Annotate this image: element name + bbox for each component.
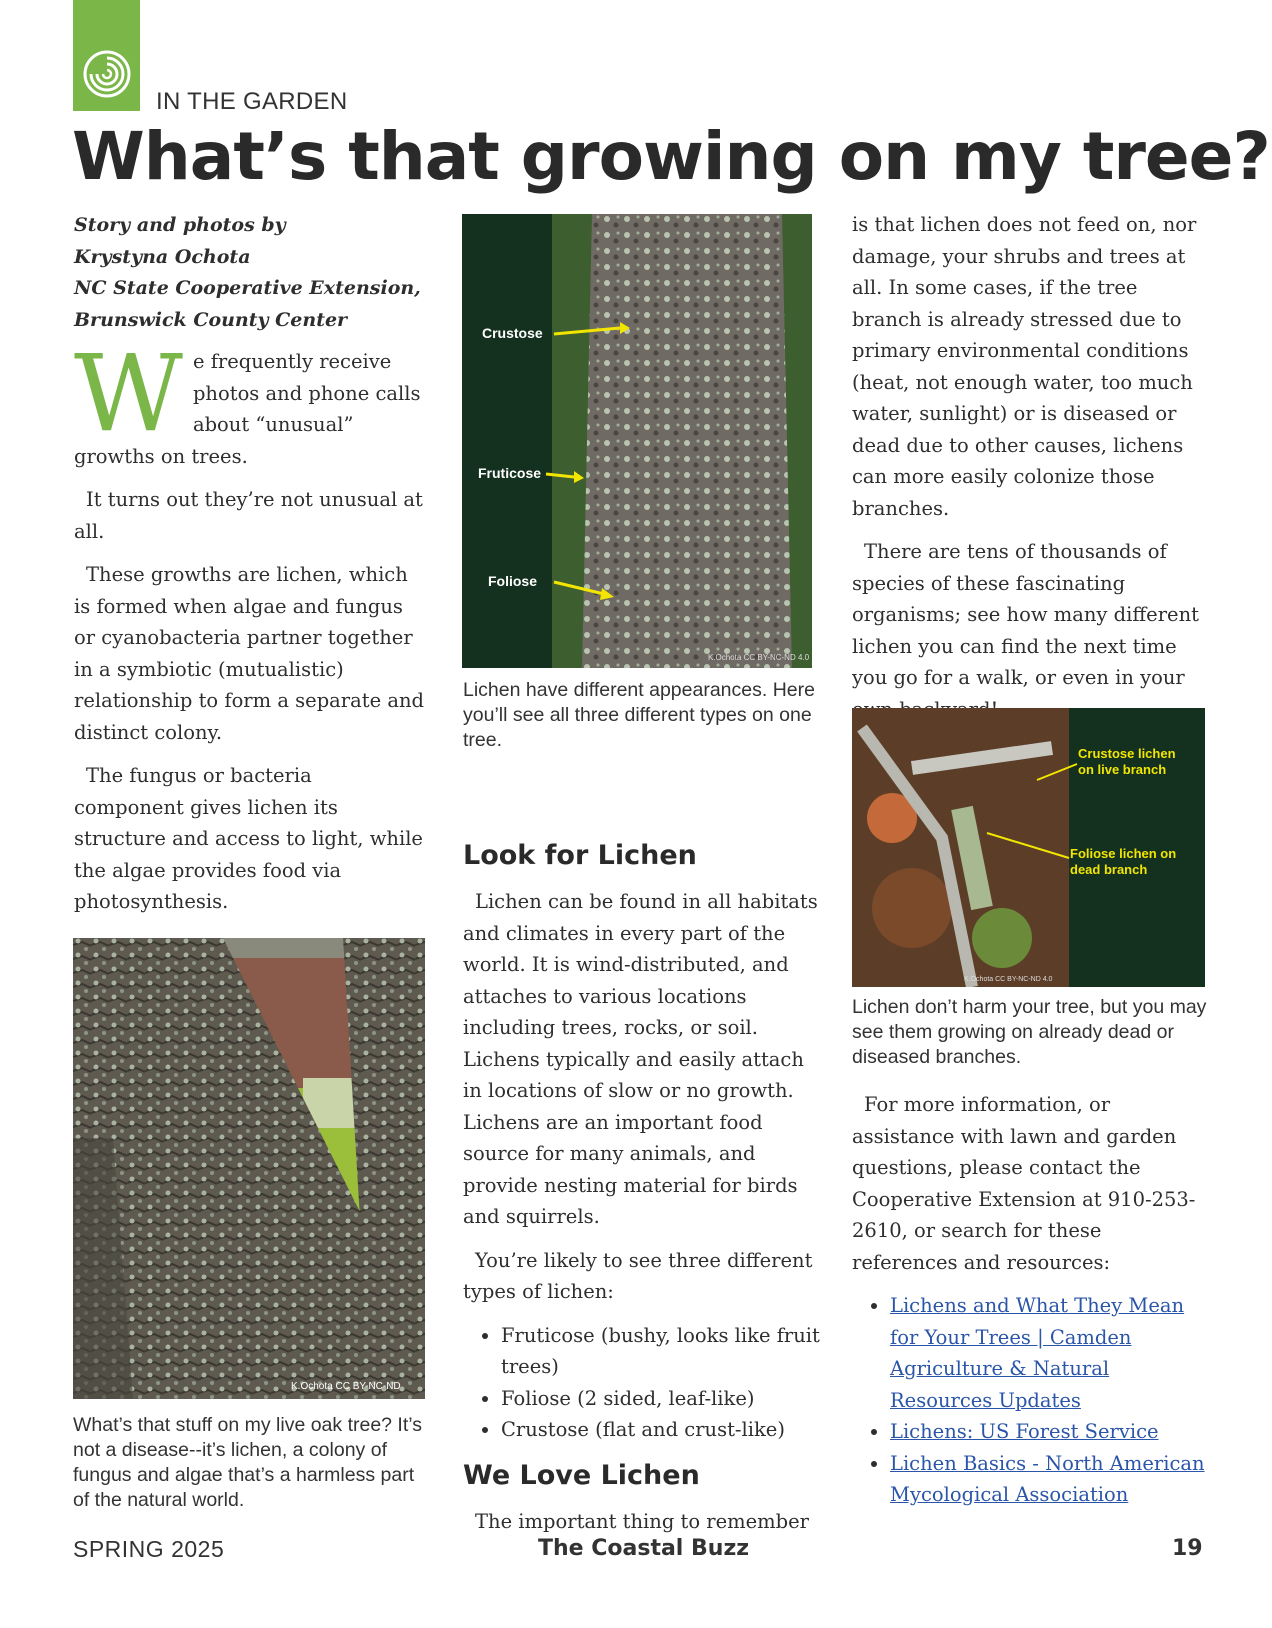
paragraph: You’re likely to see three different types of lichen: (463, 1248, 813, 1303)
intro-text: e frequently receive photos and phone calls about “unusual” growths on trees. (74, 350, 421, 468)
spiral-logo-icon (81, 48, 133, 100)
branch-lichen-photo (852, 708, 1205, 987)
footer-season: SPRING 2025 (73, 1536, 225, 1562)
label-fruticose: Fruticose (478, 465, 542, 481)
list-item (890, 1290, 1212, 1416)
column-1 (74, 210, 424, 930)
paragraph: There are tens of thousands of species of these fascinating organisms; see how many different lichen you can find the next time you go for a walk, or even in your (852, 540, 1199, 689)
intro-paragraph (74, 332, 424, 472)
byline-center: Brunswick County Center (74, 308, 348, 331)
section-logo-block (73, 0, 140, 111)
page-number: 19 (1172, 1536, 1203, 1561)
photo-credit: K.Ochota CC BY-NC-ND 4.0 (964, 976, 1053, 983)
label-foliose: Foliose (488, 573, 538, 589)
label-crustose-live: Crustose lichen (1078, 746, 1176, 761)
link-lichens-camden[interactable]: Lichens and What They Mean for Your Trees | Camden Agriculture & Natural Resources Updates (890, 1294, 1185, 1412)
paragraph: The important thing to remember (475, 1509, 810, 1533)
footer-magazine-title: The Coastal Buzz (538, 1536, 750, 1561)
paragraph: For more information, or assistance with lawn and garden questions, please contact the Cooperative Extension at 910-253-2610, or search for these references and resources: (852, 1093, 1196, 1274)
paragraph: Lichen can be found in all habitats and climates in every part of the world. It is wind-distributed, and attaches to various locations including trees, rocks, or soil. Lichens typically and easily attach in locations of slow or no growth. Lichens are an important food source for many animals, and provide nesting material for birds and squirrels. (463, 890, 818, 1228)
lichen-types-photo (462, 214, 812, 668)
list-item (890, 1448, 1212, 1511)
label-foliose-dead: Foliose lichen on (1070, 846, 1177, 861)
branch-lichen-caption: Lichen don’t harm your tree, but you may see them growing on already dead or diseased branches. (852, 996, 1207, 1068)
live-oak-photo (73, 938, 425, 1399)
column-2 (463, 838, 823, 1549)
label-crustose-live-2: on live branch (1078, 762, 1167, 777)
subheading-we-love-lichen: We Love Lichen (463, 1459, 700, 1491)
photo-credit: K.Ochota CC BY-NC-ND 4.0 (708, 653, 810, 662)
list-item: • Fruticose (bushy, looks like fruit trees) (501, 1320, 823, 1383)
lichen-types-caption: Lichen have different appearances. Here you’ll see all three different types on one tree. (463, 679, 815, 751)
byline-author: Krystyna Ochota (74, 245, 251, 268)
subheading-look-for-lichen: Look for Lichen (463, 840, 697, 871)
live-oak-caption: What’s that stuff on my live oak tree? It’s not a disease--it’s lichen, a colony of fungus and algae that’s a harmless part of the natural world. (73, 1414, 423, 1511)
paragraph: The fungus or bacteria component gives lichen its structure and access to light, while the algae provides food via photosynthesis. (74, 764, 423, 913)
link-lichens-forest-service[interactable]: Lichens: US Forest Service (890, 1420, 1159, 1443)
label-foliose-dead-2: dead branch (1070, 862, 1148, 877)
resource-links-list (852, 1290, 1212, 1511)
paragraph: These growths are lichen, which is formed when algae and fungus or cyanobacteria partner together in a symbiotic (mutualistic) relationship to form a separate and distinct colony. (74, 563, 424, 744)
paragraph: is that lichen does not feed on, nor damage, your shrubs and trees at all. In some cases, if the tree branch is already stressed due to primary environmental conditions (heat, not enough water, too much water, sunlight) or is diseased or dead due to other causes, lichens can more easily colonize those branches. (852, 213, 1197, 520)
photo-credit: K.Ochota CC BY-NC-ND (291, 1381, 401, 1392)
list-item: • Foliose (2 sided, leaf-like) (501, 1383, 823, 1415)
byline-line: Story and photos by (74, 214, 286, 236)
headline: What’s that growing on my tree? (72, 118, 1270, 195)
lichen-types-list (463, 1320, 823, 1446)
column-3-top (852, 209, 1212, 737)
section-label: IN THE GARDEN (156, 88, 348, 115)
paragraph: It turns out they’re not unusual at all. (74, 488, 423, 543)
byline (74, 210, 424, 336)
column-3-bottom (852, 1089, 1212, 1523)
link-lichen-basics-nama[interactable]: Lichen Basics - North American Mycological Association (890, 1451, 1205, 1506)
label-crustose: Crustose (482, 325, 543, 341)
list-item: • Crustose (flat and crust-like) (501, 1414, 823, 1446)
list-item (890, 1416, 1212, 1448)
drop-cap: W (74, 332, 183, 455)
byline-org: NC State Cooperative Extension, (74, 277, 421, 299)
